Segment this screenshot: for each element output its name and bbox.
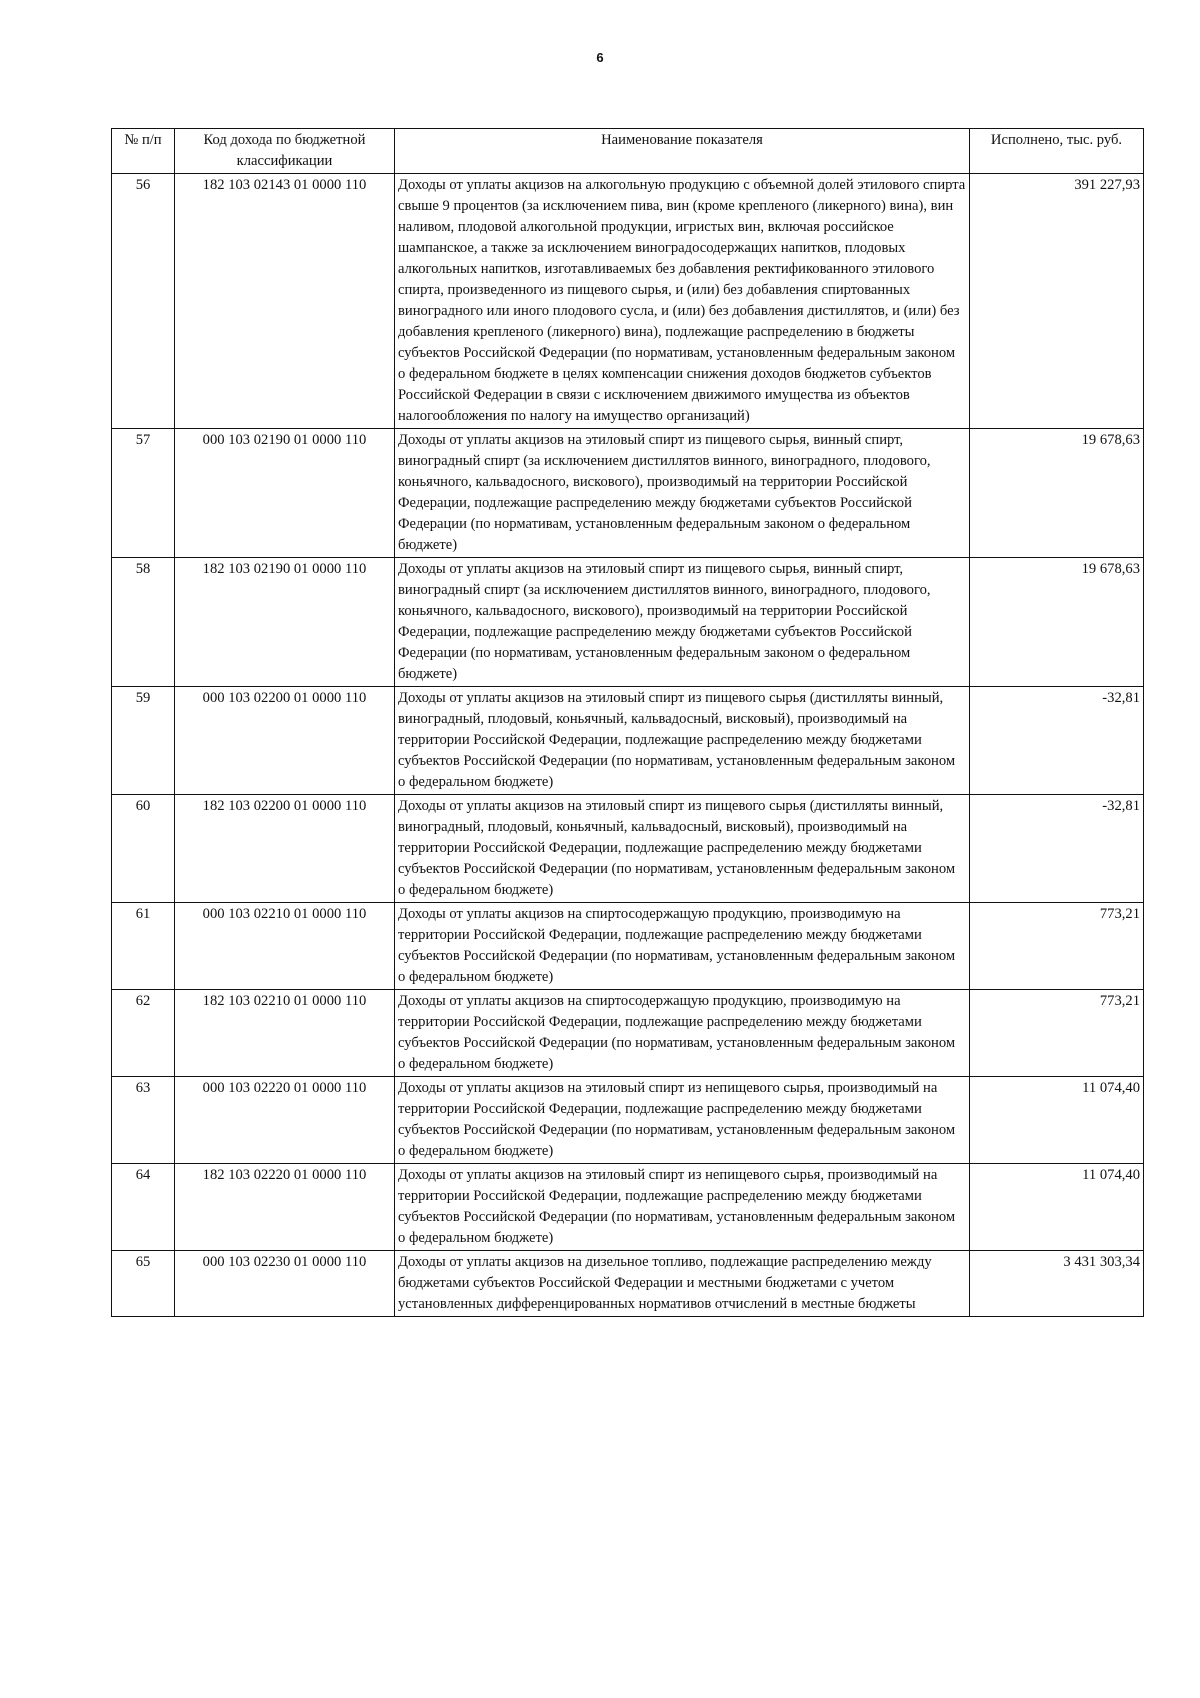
row-name: Доходы от уплаты акцизов на этиловый спирт из пищевого сырья (дистилляты винный, виноградный, плодовый, коньячный, кальвадосный, висковый), производимый на территории Российской Федерации, подлежащие распределению между бюджетами субъектов Российской Федерации (по нормативам, установленным федеральным законом о федеральном бюджете): [395, 795, 970, 903]
row-name: Доходы от уплаты акцизов на спиртосодержащую продукцию, производимую на территории Российской Федерации, подлежащие распределению между бюджетами субъектов Российской Федерации (по нормативам, установленным федеральным законом о федеральном бюджете): [395, 903, 970, 990]
table-row: [112, 429, 1144, 558]
row-num: 63: [112, 1077, 175, 1164]
row-amount: 773,21: [970, 990, 1144, 1077]
row-amount: 19 678,63: [970, 429, 1144, 558]
header-name: Наименование показателя: [395, 129, 970, 174]
row-amount: 19 678,63: [970, 558, 1144, 687]
row-code: 182 103 02200 01 0000 110: [175, 795, 395, 903]
row-num: 58: [112, 558, 175, 687]
row-num: 65: [112, 1251, 175, 1317]
table-row: [112, 558, 1144, 687]
row-name: Доходы от уплаты акцизов на спиртосодержащую продукцию, производимую на территории Российской Федерации, подлежащие распределению между бюджетами субъектов Российской Федерации (по нормативам, установленным федеральным законом о федеральном бюджете): [395, 990, 970, 1077]
header-code: Код дохода по бюджетной классификации: [175, 129, 395, 174]
row-num: 62: [112, 990, 175, 1077]
table-row: [112, 990, 1144, 1077]
row-name: Доходы от уплаты акцизов на дизельное топливо, подлежащие распределению между бюджетами субъектов Российской Федерации и местными бюджетами с учетом установленных дифференцированных нормативов отчислений в местные бюджеты: [395, 1251, 970, 1317]
row-amount: -32,81: [970, 795, 1144, 903]
row-amount: 3 431 303,34: [970, 1251, 1144, 1317]
table-header-row: [112, 129, 1144, 174]
row-code: 182 103 02220 01 0000 110: [175, 1164, 395, 1251]
row-amount: 11 074,40: [970, 1164, 1144, 1251]
row-amount: 11 074,40: [970, 1077, 1144, 1164]
page-number: 6: [596, 50, 604, 65]
row-num: 60: [112, 795, 175, 903]
row-code: 000 103 02210 01 0000 110: [175, 903, 395, 990]
row-amount: 773,21: [970, 903, 1144, 990]
row-num: 57: [112, 429, 175, 558]
row-num: 59: [112, 687, 175, 795]
row-amount: -32,81: [970, 687, 1144, 795]
row-code: 000 103 02220 01 0000 110: [175, 1077, 395, 1164]
row-name: Доходы от уплаты акцизов на этиловый спирт из пищевого сырья, винный спирт, виноградный спирт (за исключением дистиллятов винного, виноградного, плодового, коньячного, кальвадосного, вискового), производимый на территории Российской Федерации, подлежащие распределению между бюджетами субъектов Российской Федерации (по нормативам, установленным федеральным законом о федеральном бюджете): [395, 429, 970, 558]
row-amount: 391 227,93: [970, 174, 1144, 429]
row-num: 61: [112, 903, 175, 990]
table-row: [112, 1164, 1144, 1251]
table-row: [112, 687, 1144, 795]
row-code: 000 103 02200 01 0000 110: [175, 687, 395, 795]
budget-table: [111, 128, 1144, 1317]
row-name: Доходы от уплаты акцизов на этиловый спирт из пищевого сырья, винный спирт, виноградный спирт (за исключением дистиллятов винного, виноградного, плодового, коньячного, кальвадосного, вискового), производимый на территории Российской Федерации, подлежащие распределению между бюджетами субъектов Российской Федерации (по нормативам, установленным федеральным законом о федеральном бюджете): [395, 558, 970, 687]
row-name: Доходы от уплаты акцизов на этиловый спирт из пищевого сырья (дистилляты винный, виноградный, плодовый, коньячный, кальвадосный, висковый), производимый на территории Российской Федерации, подлежащие распределению между бюджетами субъектов Российской Федерации (по нормативам, установленным федеральным законом о федеральном бюджете): [395, 687, 970, 795]
table-row: [112, 1077, 1144, 1164]
row-name: Доходы от уплаты акцизов на этиловый спирт из непищевого сырья, производимый на территории Российской Федерации, подлежащие распределению между бюджетами субъектов Российской Федерации (по нормативам, установленным федеральным законом о федеральном бюджете): [395, 1077, 970, 1164]
row-num: 64: [112, 1164, 175, 1251]
row-name: Доходы от уплаты акцизов на этиловый спирт из непищевого сырья, производимый на территории Российской Федерации, подлежащие распределению между бюджетами субъектов Российской Федерации (по нормативам, установленным федеральным законом о федеральном бюджете): [395, 1164, 970, 1251]
header-num: № п/п: [112, 129, 175, 174]
row-code: 182 103 02210 01 0000 110: [175, 990, 395, 1077]
row-code: 182 103 02190 01 0000 110: [175, 558, 395, 687]
row-name: Доходы от уплаты акцизов на алкогольную продукцию с объемной долей этилового спирта свыше 9 процентов (за исключением пива, вин (кроме крепленого (ликерного) вина), вин наливом, плодовой алкогольной продукции, игристых вин, включая российское шампанское, а также за исключением виноградосодержащих напитков, плодовых алкогольных напитков, изготавливаемых без добавления ректификованного этилового спирта, произведенного из пищевого сырья, и (или) без добавления спиртованных виноградного или иного плодового сусла, и (или) без добавления дистиллятов, и (или) без добавления крепленого (ликерного) вина), подлежащие распределению в бюджеты субъектов Российской Федерации (по нормативам, установленным федеральным законом о федеральном бюджете в целях компенсации снижения доходов бюджетов субъектов Российской Федерации в связи с исключением движимого имущества из объектов налогообложения по налогу на имущество организаций): [395, 174, 970, 429]
row-code: 182 103 02143 01 0000 110: [175, 174, 395, 429]
row-code: 000 103 02230 01 0000 110: [175, 1251, 395, 1317]
table-row: [112, 795, 1144, 903]
table-row: [112, 1251, 1144, 1317]
table-row: [112, 174, 1144, 429]
row-num: 56: [112, 174, 175, 429]
row-code: 000 103 02190 01 0000 110: [175, 429, 395, 558]
table-row: [112, 903, 1144, 990]
header-amount: Исполнено, тыс. руб.: [970, 129, 1144, 174]
